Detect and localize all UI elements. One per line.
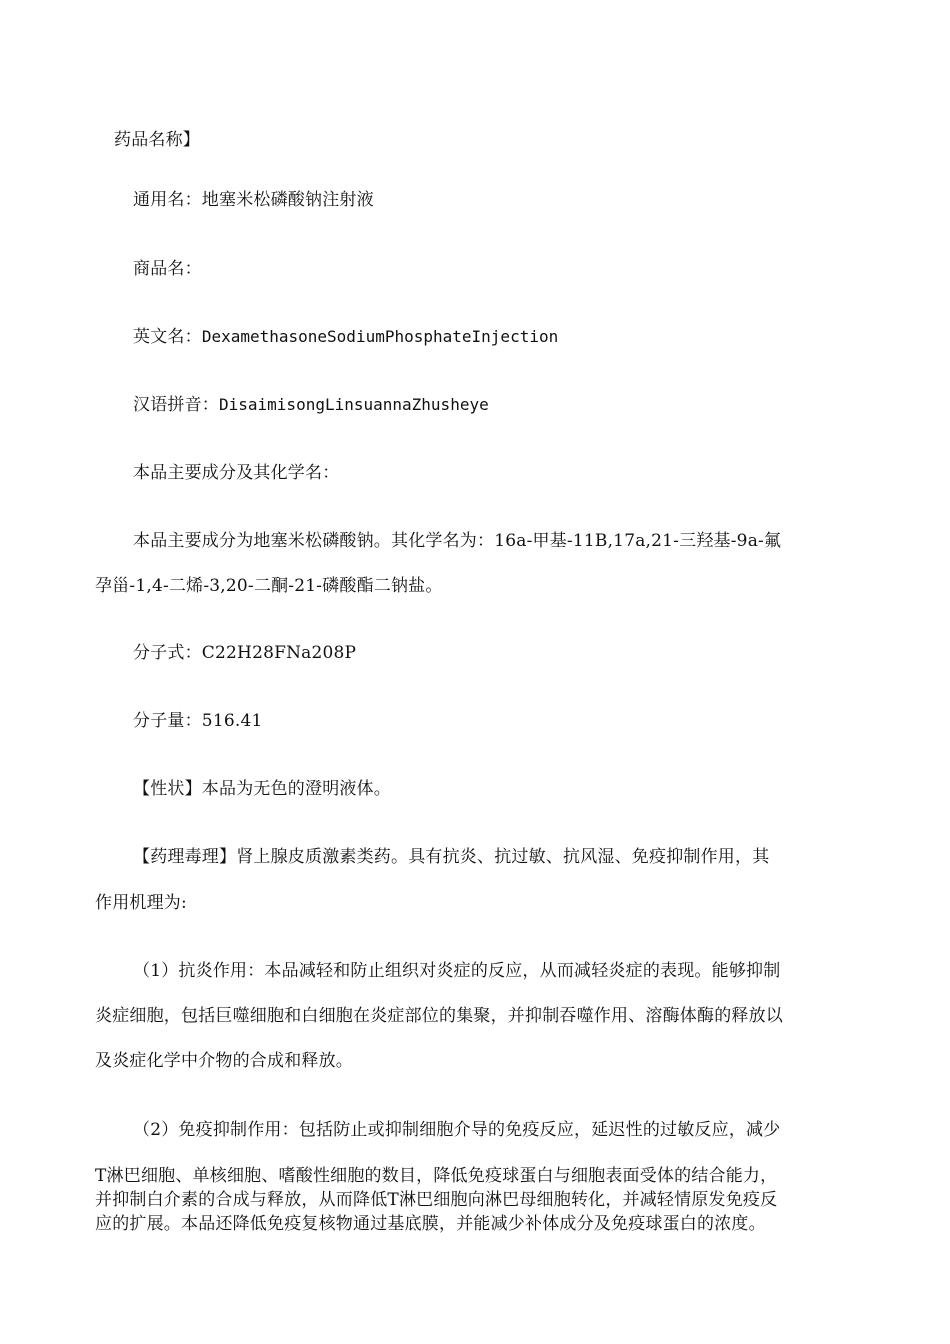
english-name-label: 英文名： xyxy=(133,327,202,347)
generic-name: 通用名：地塞米松磷酸钠注射液 xyxy=(133,190,374,210)
english-name xyxy=(133,326,558,348)
immunosuppression-line-4: 应的扩展。本品还降低免疫复核物通过基底膜，并能减少补体成分及免疫球蛋白的浓度。 xyxy=(95,1214,766,1234)
properties-section: 【性状】本品为无色的澄明液体。 xyxy=(133,779,391,799)
components-line-2: 孕甾-1,4-二烯-3,20-二酮-21-磷酸酯二钠盐。 xyxy=(95,576,443,596)
components-heading: 本品主要成分及其化学名： xyxy=(133,463,340,483)
molecular-weight: 分子量：516.41 xyxy=(133,711,263,731)
pinyin-value: DisaimisongLinsuannaZhusheye xyxy=(219,395,489,414)
anti-inflammatory-line-2: 炎症细胞，包括巨噬细胞和白细胞在炎症部位的集聚，并抑制吞噬作用、溶酶体酶的释放以 xyxy=(95,1006,783,1026)
pinyin-label: 汉语拼音： xyxy=(133,395,219,415)
molecular-formula: 分子式：C22H28FNa208P xyxy=(133,643,357,663)
immunosuppression-line-2: T淋巴细胞、单核细胞、嗜酸性细胞的数目，降低免疫球蛋白与细胞表面受体的结合能力， xyxy=(95,1166,778,1186)
immunosuppression-line-3: 并抑制白介素的合成与释放，从而降低T淋巴细胞向淋巴母细胞转化，并减轻情原发免疫反 xyxy=(95,1190,778,1210)
anti-inflammatory-line-1: （1）抗炎作用：本品减轻和防止组织对炎症的反应，从而减轻炎症的表现。能够抑制 xyxy=(133,961,781,981)
english-name-value: DexamethasoneSodiumPhosphateInjection xyxy=(201,327,559,346)
drug-name-heading: 药品名称】 xyxy=(114,130,200,150)
components-line-1: 本品主要成分为地塞米松磷酸钠。其化学名为：16a-甲基-11B,17a,21-三羟基-9a-氟 xyxy=(133,531,782,551)
trade-name: 商品名： xyxy=(133,259,202,279)
anti-inflammatory-line-3: 及炎症化学中介物的合成和释放。 xyxy=(95,1051,353,1071)
pharmacology-line-2: 作用机理为: xyxy=(95,893,187,913)
pharmacology-line-1: 【药理毒理】肾上腺皮质激素类药。具有抗炎、抗过敏、抗风湿、免疫抑制作用，其 xyxy=(133,847,770,867)
pinyin-name xyxy=(133,394,489,416)
immunosuppression-line-1: （2）免疫抑制作用：包括防止或抑制细胞介导的免疫反应，延迟性的过敏反应，减少 xyxy=(133,1120,781,1140)
